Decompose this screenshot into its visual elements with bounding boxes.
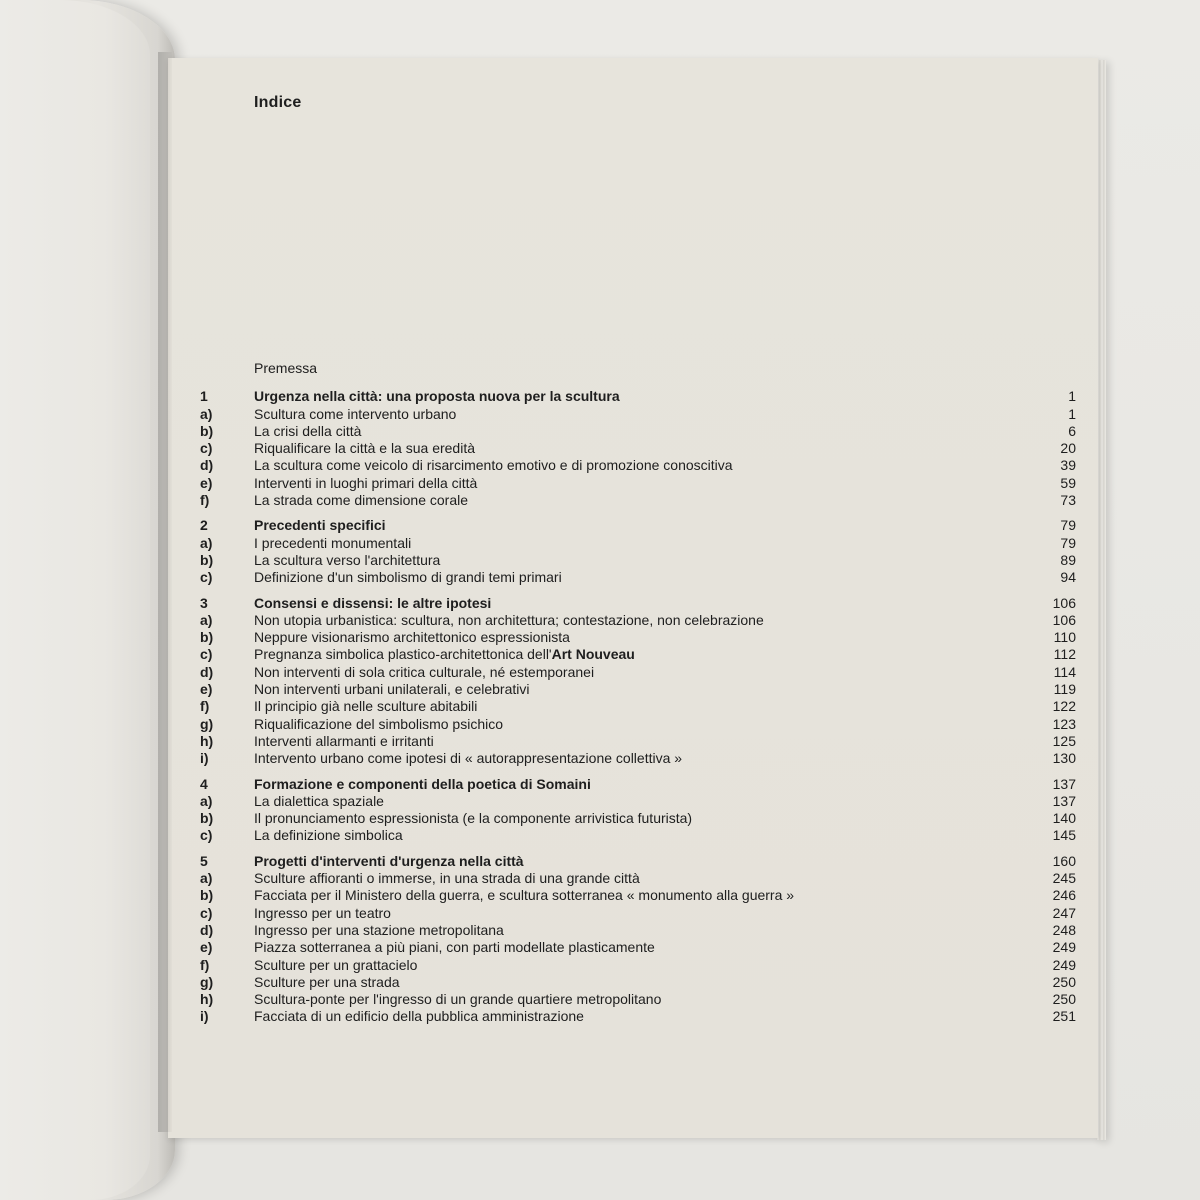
title-text: La scultura come veicolo di risarcimento emotivo e di promozione conoscitiva bbox=[254, 457, 733, 474]
chapter-heading-row bbox=[200, 853, 1076, 870]
entry-title bbox=[254, 922, 504, 939]
title-text: Sculture affioranti o immerse, in una strada di una grande città bbox=[254, 870, 640, 887]
page-number: 140 bbox=[1052, 810, 1076, 827]
toc-entry-row bbox=[200, 939, 1076, 956]
toc-entry-row bbox=[200, 698, 1076, 715]
entry-letter: h) bbox=[200, 991, 214, 1008]
book-gutter-shadow bbox=[158, 52, 172, 1132]
page-number: 145 bbox=[1052, 827, 1076, 844]
title-text: Facciata di un edificio della pubblica amministrazione bbox=[254, 1008, 584, 1025]
entry-title bbox=[254, 646, 635, 663]
toc-entry-row bbox=[200, 552, 1076, 569]
left-page-curl bbox=[0, 0, 175, 1200]
title-text: Riqualificazione del simbolismo psichico bbox=[254, 715, 503, 732]
chapter-title bbox=[254, 776, 591, 793]
page-number: 73 bbox=[1060, 492, 1076, 509]
page-number: 249 bbox=[1052, 956, 1076, 973]
page-number: 160 bbox=[1052, 852, 1076, 869]
entry-letter: c) bbox=[200, 646, 213, 663]
page-number: 110 bbox=[1053, 629, 1076, 646]
toc-chapter-2 bbox=[200, 517, 1076, 586]
page-number: 245 bbox=[1052, 870, 1076, 887]
page-number: 122 bbox=[1052, 698, 1076, 715]
toc-entry-row bbox=[200, 922, 1076, 939]
title-text: Precedenti specifici bbox=[254, 517, 386, 534]
toc-entry-row bbox=[200, 716, 1076, 733]
chapter-number: 4 bbox=[200, 775, 208, 792]
page-number: 119 bbox=[1053, 681, 1076, 698]
toc-chapter-5 bbox=[200, 853, 1076, 1026]
title-text: Non utopia urbanistica: scultura, non architettura; contestazione, non celebrazione bbox=[254, 611, 764, 628]
toc-premessa: Premessa bbox=[254, 360, 318, 376]
toc-entry-row bbox=[200, 957, 1076, 974]
toc-entry-row bbox=[200, 974, 1076, 991]
entry-title bbox=[254, 664, 594, 681]
page-number: 20 bbox=[1060, 440, 1076, 457]
entry-title bbox=[254, 698, 477, 715]
title-text: La dialettica spaziale bbox=[254, 792, 384, 809]
title-text: Il principio già nelle sculture abitabili bbox=[254, 698, 478, 715]
page-number: 251 bbox=[1052, 1008, 1076, 1025]
entry-title bbox=[254, 974, 400, 991]
entry-letter: a) bbox=[200, 405, 213, 422]
entry-title bbox=[254, 569, 562, 586]
title-text: La scultura verso l'architettura bbox=[254, 551, 441, 568]
entry-letter: d) bbox=[200, 921, 214, 938]
title-text: Non interventi di sola critica culturale, né estemporanei bbox=[254, 663, 595, 680]
title-text: Non interventi urbani unilaterali, e celebrativi bbox=[254, 681, 530, 698]
toc-chapter-3 bbox=[200, 595, 1076, 768]
entry-letter: h) bbox=[200, 732, 214, 749]
page-number: 112 bbox=[1053, 646, 1076, 663]
title-text: Neppure visionarismo architettonico espressionista bbox=[254, 629, 570, 646]
toc-entry-row bbox=[200, 750, 1076, 767]
page-number: 247 bbox=[1052, 904, 1076, 921]
entry-letter: b) bbox=[200, 422, 214, 439]
entry-letter: c) bbox=[200, 827, 213, 844]
entry-letter: a) bbox=[200, 611, 213, 628]
page-number: 137 bbox=[1052, 775, 1076, 792]
title-text: Definizione d'un simbolismo di grandi temi primari bbox=[254, 569, 562, 586]
title-text: Piazza sotterranea a più piani, con parti modellate plasticamente bbox=[254, 939, 655, 956]
entry-letter: i) bbox=[200, 1008, 209, 1025]
entry-title bbox=[254, 750, 682, 767]
title-text: La crisi della città bbox=[254, 422, 362, 439]
toc-entry-row bbox=[200, 646, 1076, 663]
entry-title bbox=[254, 440, 475, 457]
toc-entry-row bbox=[200, 612, 1076, 629]
page-number: 250 bbox=[1052, 973, 1076, 990]
page-number: 89 bbox=[1060, 551, 1076, 568]
chapter-heading-row bbox=[200, 388, 1076, 405]
entry-letter: e) bbox=[200, 681, 213, 698]
title-text: Il pronunciamento espressionista (e la componente arrivistica futurista) bbox=[254, 810, 693, 827]
entry-title bbox=[254, 475, 477, 492]
title-text: Ingresso per una stazione metropolitana bbox=[254, 921, 504, 938]
entry-title bbox=[254, 887, 794, 904]
page-number: 39 bbox=[1060, 457, 1076, 474]
entry-title bbox=[254, 1008, 584, 1025]
toc-entry-row bbox=[200, 569, 1076, 586]
page-number: 106 bbox=[1052, 594, 1076, 611]
entry-title bbox=[254, 827, 403, 844]
entry-title bbox=[254, 552, 440, 569]
toc-entry-row bbox=[200, 535, 1076, 552]
title-text: Pregnanza simbolica plastico-architettonica dell' bbox=[254, 646, 552, 663]
chapter-title bbox=[254, 595, 491, 612]
page-number: 248 bbox=[1052, 921, 1076, 938]
toc-entry-row bbox=[200, 905, 1076, 922]
entry-letter: b) bbox=[200, 810, 214, 827]
title-text: Facciata per il Ministero della guerra, e scultura sotterranea « monumento alla guerra » bbox=[254, 887, 795, 904]
chapter-heading-row bbox=[200, 595, 1076, 612]
entry-title bbox=[254, 423, 361, 440]
entry-title bbox=[254, 535, 411, 552]
page-number: 114 bbox=[1053, 663, 1076, 680]
table-of-contents bbox=[200, 360, 1076, 1034]
page-number: 246 bbox=[1052, 887, 1076, 904]
title-text: Interventi allarmanti e irritanti bbox=[254, 732, 434, 749]
entry-letter: e) bbox=[200, 474, 213, 491]
page-number: 6 bbox=[1068, 422, 1076, 439]
toc-entry-row bbox=[200, 870, 1076, 887]
entry-letter: i) bbox=[200, 750, 209, 767]
entry-title bbox=[254, 905, 391, 922]
toc-entry-row bbox=[200, 827, 1076, 844]
entry-letter: c) bbox=[200, 569, 213, 586]
title-text: Intervento urbano come ipotesi di « autorappresentazione collettiva » bbox=[254, 750, 683, 767]
toc-entry-row bbox=[200, 1008, 1076, 1025]
entry-letter: e) bbox=[200, 939, 213, 956]
entry-letter: f) bbox=[200, 492, 210, 509]
entry-title bbox=[254, 629, 570, 646]
toc-entry-row bbox=[200, 423, 1076, 440]
right-page bbox=[168, 58, 1098, 1138]
title-text: Interventi in luoghi primari della città bbox=[254, 474, 478, 491]
page-number: 79 bbox=[1060, 534, 1076, 551]
chapter-title bbox=[254, 388, 620, 405]
entry-title bbox=[254, 612, 764, 629]
entry-letter: c) bbox=[200, 440, 213, 457]
page-number: 94 bbox=[1060, 569, 1076, 586]
entry-letter: f) bbox=[200, 698, 210, 715]
chapter-heading-row bbox=[200, 517, 1076, 534]
chapter-title bbox=[254, 517, 386, 534]
entry-letter: a) bbox=[200, 792, 213, 809]
entry-letter: b) bbox=[200, 887, 214, 904]
entry-letter: a) bbox=[200, 534, 213, 551]
toc-entry-row bbox=[200, 492, 1076, 509]
toc-entry-row bbox=[200, 440, 1076, 457]
page-number: 130 bbox=[1052, 750, 1076, 767]
page-number: 125 bbox=[1052, 732, 1076, 749]
title-text: Consensi e dissensi: le altre ipotesi bbox=[254, 594, 492, 611]
entry-title bbox=[254, 991, 661, 1008]
toc-entry-row bbox=[200, 664, 1076, 681]
page-number: 106 bbox=[1052, 611, 1076, 628]
entry-letter: b) bbox=[200, 629, 214, 646]
page-title: Indice bbox=[254, 94, 302, 111]
toc-entry-row bbox=[200, 733, 1076, 750]
page-number: 123 bbox=[1052, 715, 1076, 732]
chapter-number: 2 bbox=[200, 517, 208, 534]
entry-letter: d) bbox=[200, 457, 214, 474]
page-number: 249 bbox=[1052, 939, 1076, 956]
title-text: Progetti d'interventi d'urgenza nella città bbox=[254, 852, 524, 869]
title-text: Sculture per un grattacielo bbox=[254, 956, 418, 973]
entry-title bbox=[254, 957, 417, 974]
chapter-title bbox=[254, 853, 524, 870]
entry-letter: a) bbox=[200, 870, 213, 887]
page-number: 137 bbox=[1052, 792, 1076, 809]
toc-chapter-4 bbox=[200, 776, 1076, 845]
page-number: 1 bbox=[1068, 405, 1076, 422]
entry-title bbox=[254, 681, 529, 698]
entry-letter: f) bbox=[200, 956, 210, 973]
entry-title bbox=[254, 939, 655, 956]
page-number: 1 bbox=[1068, 388, 1076, 405]
entry-title bbox=[254, 716, 503, 733]
toc-entry-row bbox=[200, 629, 1076, 646]
chapter-number: 3 bbox=[200, 594, 208, 611]
toc-entry-row bbox=[200, 991, 1076, 1008]
chapter-number: 5 bbox=[200, 852, 208, 869]
toc-chapter-1 bbox=[200, 388, 1076, 509]
entry-letter: d) bbox=[200, 663, 214, 680]
title-text: Scultura come intervento urbano bbox=[254, 405, 457, 422]
title-text: La definizione simbolica bbox=[254, 827, 403, 844]
left-page-surface bbox=[0, 0, 150, 1200]
toc-entry-row bbox=[200, 457, 1076, 474]
entry-title bbox=[254, 492, 468, 509]
toc-entry-row bbox=[200, 475, 1076, 492]
toc-entry-row bbox=[200, 793, 1076, 810]
toc-entry-row bbox=[200, 406, 1076, 423]
page-number: 59 bbox=[1060, 474, 1076, 491]
entry-letter: b) bbox=[200, 551, 214, 568]
entry-title bbox=[254, 733, 434, 750]
toc-entry-row bbox=[200, 887, 1076, 904]
title-text: I precedenti monumentali bbox=[254, 534, 412, 551]
entry-letter: g) bbox=[200, 715, 214, 732]
title-text: Formazione e componenti della poetica di Somaini bbox=[254, 775, 591, 792]
entry-title bbox=[254, 870, 640, 887]
entry-title bbox=[254, 810, 692, 827]
entry-title bbox=[254, 457, 733, 474]
entry-title bbox=[254, 406, 456, 423]
entry-letter: c) bbox=[200, 904, 213, 921]
title-text: Riqualificare la città e la sua eredità bbox=[254, 440, 476, 457]
entry-title bbox=[254, 793, 384, 810]
chapter-heading-row bbox=[200, 776, 1076, 793]
title-text: Sculture per una strada bbox=[254, 973, 400, 990]
title-text: La strada come dimensione corale bbox=[254, 492, 469, 509]
toc-entry-row bbox=[200, 681, 1076, 698]
title-bold-text: Art Nouveau bbox=[551, 646, 635, 663]
page-number: 79 bbox=[1060, 517, 1076, 534]
title-text: Ingresso per un teatro bbox=[254, 904, 391, 921]
title-text: Scultura-ponte per l'ingresso di un grande quartiere metropolitano bbox=[254, 991, 662, 1008]
title-text: Urgenza nella città: una proposta nuova per la scultura bbox=[254, 388, 620, 405]
chapter-number: 1 bbox=[200, 388, 208, 405]
page-number: 250 bbox=[1052, 991, 1076, 1008]
entry-letter: g) bbox=[200, 973, 214, 990]
toc-entry-row bbox=[200, 810, 1076, 827]
